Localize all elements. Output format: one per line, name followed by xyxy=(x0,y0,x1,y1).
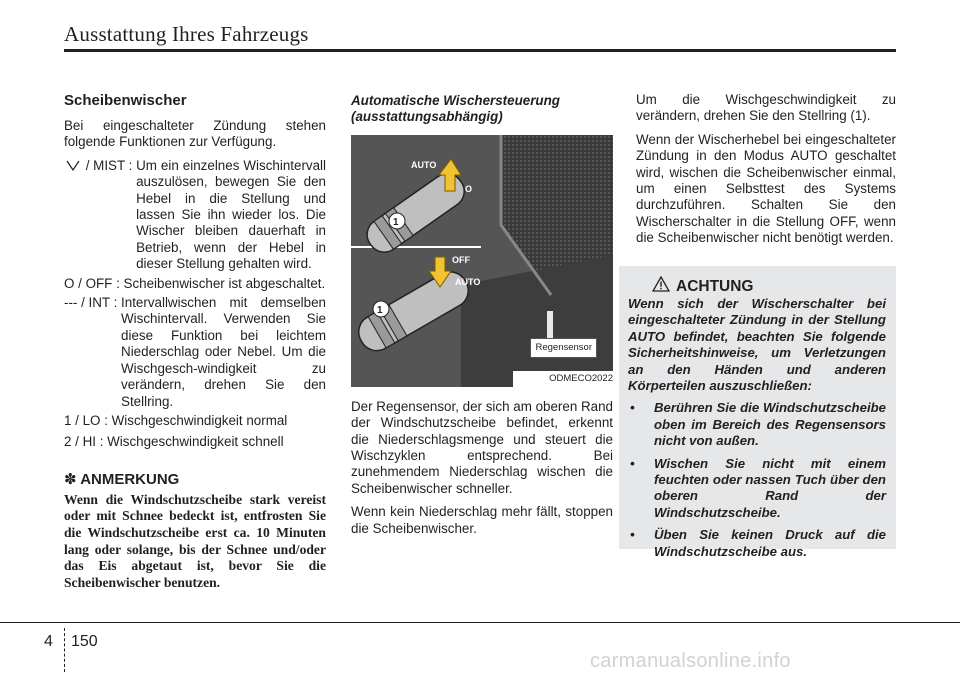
label-off: OFF xyxy=(452,254,470,265)
caution-item: • Üben Sie keinen Druck auf die Windschutzscheibe aus. xyxy=(628,527,886,560)
speed-p2: Wenn der Wischerhebel bei eingeschalteter Zündung in den Modus AUTO geschaltet wird, wischen die Scheibenwischer einmal, um einen Selbsttest des Systems durchzuführen. Schalten Sie den Wischerschalter in die Stellung OFF, wenn die Scheibenwischer nicht benötigt werden. xyxy=(636,131,896,246)
speed-p1: Um die Wischgeschwindigkeit zu verändern, drehen Sie den Stellring (1). xyxy=(636,92,896,124)
figure-code: ODMECO2022 xyxy=(513,371,613,387)
note-heading: ✽ ANMERKUNG xyxy=(64,470,180,488)
ring-number-lower: 1 xyxy=(377,304,383,316)
def-mist-value: Um ein einzelnes Wischintervall auszulösen, bewegen Sie den Hebel in die Stellung und lassen Sie ihn wieder los. Die Wischer bleiben dauerhaft in Betrieb, wenn der Hebel in dieser Stellung gehalten wird. xyxy=(136,157,326,272)
caution-body xyxy=(628,296,886,566)
label-auto-bottom: AUTO xyxy=(455,276,481,287)
def-int-value: Intervallwischen mit demselben Wischintervall. Verwenden Sie diese Funktion bei leichtem Niederschlag oder Nebel. Um die Wischgesch-windigkeit zu verändern, drehen Sie den Stellring. xyxy=(121,295,326,409)
def-int xyxy=(64,295,326,410)
def-off-value: Scheibenwischer ist abgeschaltet. xyxy=(123,275,326,291)
caution-intro: Wenn sich der Wischerschalter bei eingeschalteter Zündung in der Stellung AUTO befindet, beachten Sie folgende Sicherheitshinweise, um Verletzungen an den Händen und anderen Körperteilen auszuschließen: xyxy=(628,296,886,394)
label-o: O xyxy=(465,183,473,194)
ring-number-upper: 1 xyxy=(393,216,399,228)
def-mist-key: / MIST : xyxy=(64,158,136,273)
auto-wiper-subheading: Automatische Wischersteuerung (ausstattungsabhängig) xyxy=(351,93,560,125)
note-star-icon: ✽ xyxy=(64,470,81,488)
caution-list xyxy=(628,400,886,560)
watermark: carmanualsonline.info xyxy=(590,650,791,672)
sensor-callout: Regensensor xyxy=(530,338,597,358)
warning-triangle-icon xyxy=(652,276,670,297)
caution-title: ACHTUNG xyxy=(652,276,754,297)
auto-wiper-p2: Wenn kein Niederschlag mehr fällt, stoppen die Scheibenwischer. xyxy=(351,504,613,536)
caution-item: • Berühren Sie die Windschutzscheibe oben im Bereich des Regensensors nicht von außen. xyxy=(628,400,886,449)
page-number: 150 xyxy=(71,633,98,650)
auto-wiper-p1: Der Regensensor, der sich am oberen Rand der Windschutzscheibe befindet, erkennt die Niederschlagsmenge und steuert die Wischzyklen entsprechend. Bei zunehmendem Niederschlag wischen die Scheibenwischer schneller. xyxy=(351,398,614,496)
def-hi: 2 / HI : Wischgeschwindigkeit schnell xyxy=(64,434,284,450)
section-heading-wipers: Scheibenwischer xyxy=(64,92,187,109)
header-rule xyxy=(64,49,896,52)
column-auto-wiper xyxy=(351,93,613,544)
caution-box xyxy=(619,266,896,559)
wipers-intro: Bei eingeschalteter Zündung stehen folgende Funktionen zur Verfügung. xyxy=(64,118,326,150)
def-int-key: --- / INT : xyxy=(64,295,122,311)
footer-rule xyxy=(0,622,960,623)
column-wipers xyxy=(64,92,326,591)
chapter-number: 4 xyxy=(44,633,53,650)
wiper-lever-figure xyxy=(351,135,613,387)
def-lo: 1 / LO : Wischgeschwindigkeit normal xyxy=(64,412,288,428)
footer-divider xyxy=(64,628,65,672)
def-off xyxy=(64,276,326,292)
def-off-key: O / OFF : xyxy=(64,275,124,291)
single-wipe-icon xyxy=(64,159,82,175)
note-body: Wenn die Windschutzscheibe stark vereist oder mit Schnee bedeckt ist, entfrosten Sie die Windschutzscheibe erst ca. 10 Minuten lang oder solange, bis der Schnee und/oder das Eis abgetaut ist, bevor Sie die Scheibenwischer benutzen. xyxy=(64,491,326,590)
label-auto-top: AUTO xyxy=(411,159,437,170)
running-header-title: Ausstattung Ihres Fahrzeugs xyxy=(64,22,309,46)
def-mist xyxy=(64,158,326,273)
caution-item: • Wischen Sie nicht mit einem feuchten oder nassen Tuch über den oberen Rand der Windschutzscheibe. xyxy=(628,456,886,522)
column-speed xyxy=(636,92,896,254)
